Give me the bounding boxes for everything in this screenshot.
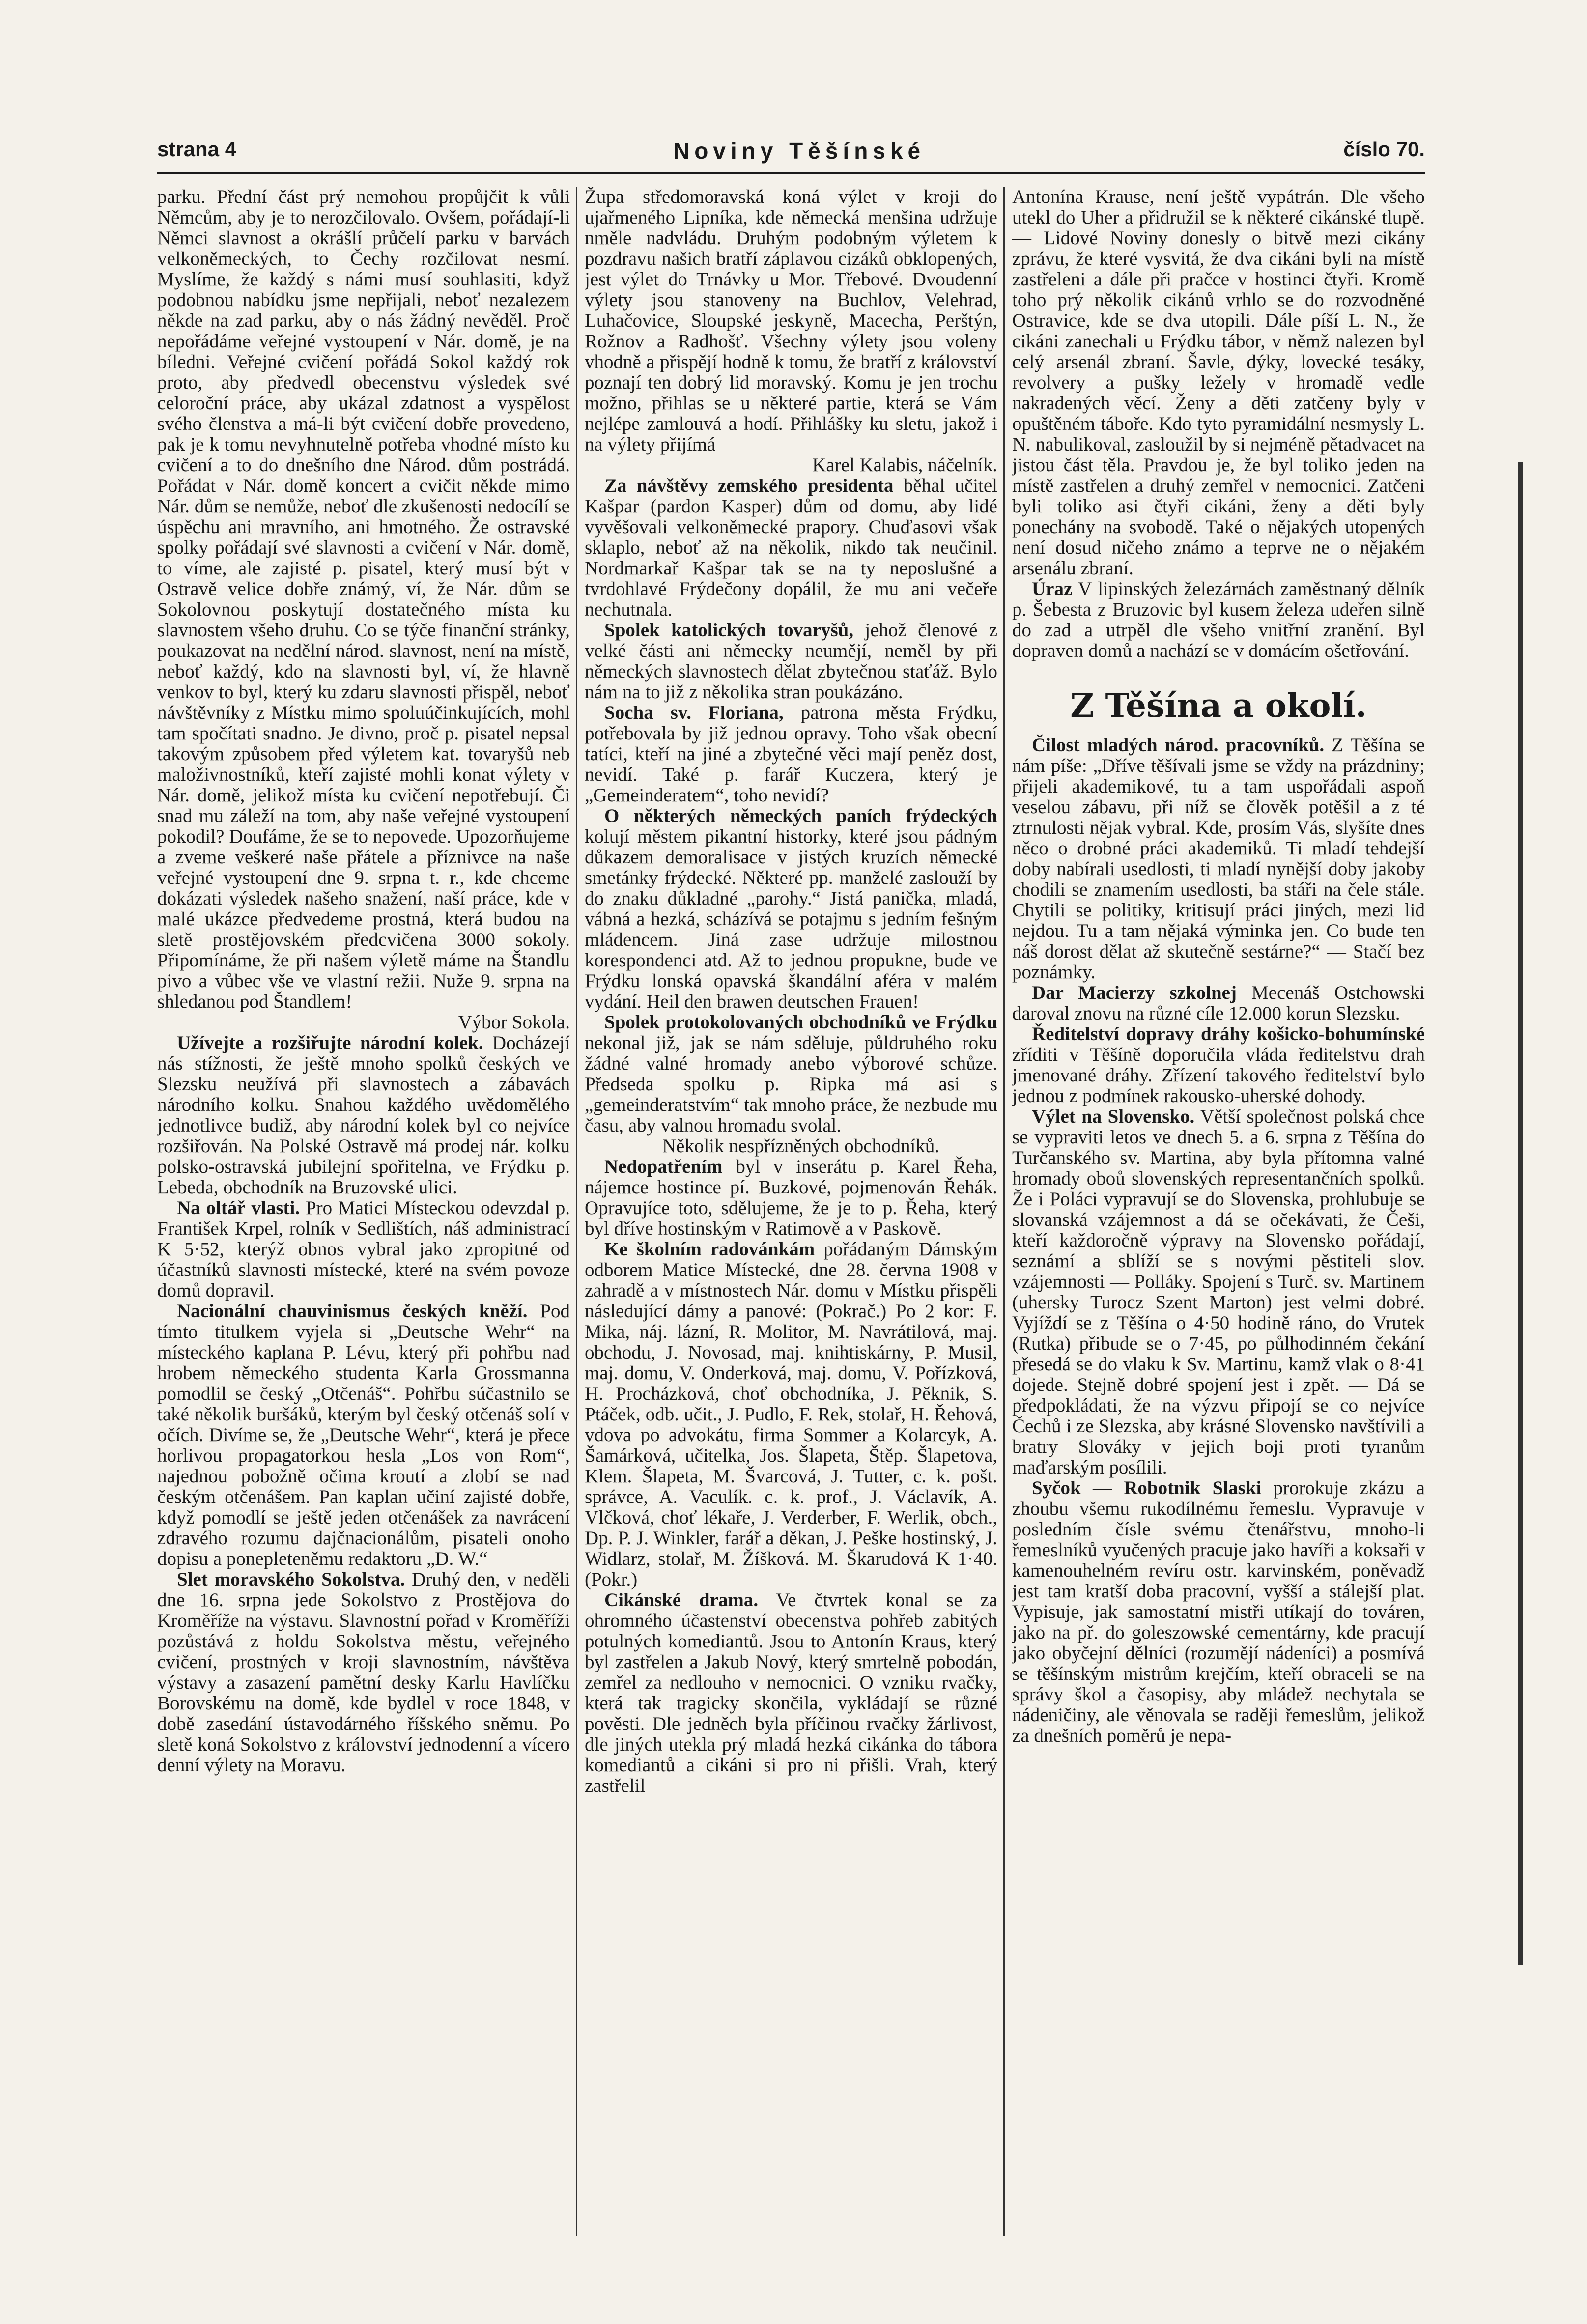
article: [585, 1239, 997, 1590]
article-signature: Výbor Sokola.: [458, 1012, 570, 1033]
article-text: Antonína Krause, není ještě vypátrán. Dle všeho utekl do Uher a přidružil se k některé cikánské tlupě. — Lidové Noviny donesly o bitvě mezi cikány zprávu, že které vysvitá, že dva cikáni byli na místě zastřeleni a dále při pračce v hostinci čtyři. Kromě toho prý několik cikánů vrhlo se do rozvodněné Ostravice, kde se dva utopili. Dále píší L. N., že cikáni zanechali u Frýdku tábor, v němž nalezen byl celý arsenál zbraní. Šavle, dýky, lovecké tesáky, revolvery a pušky ležely v hromadě vedle nakradených věcí. Ženy a děti zatčeny byly v opuštěném táboře. Kdo tyto pyramidální nesmysly L. N. nabulikoval, zasloužil by si nejméně pětadvacet na jistou část těla. Pravdou je, že byl toliko jeden na místě zastřelen a druhý zemřel v nemocnici. Zatčeni byli toliko asi čtyři cikáni, ženy a děti byly ponechány na svobodě. Také o nějakých utopených není dosud ničeho známo a teprve ne o nějakém arsenálu zbraní.: [1012, 187, 1425, 579]
article: [585, 476, 997, 620]
article: [157, 1033, 570, 1198]
article-text: zříditi v Těšíně doporučila vláda ředitelstvu drah jmenované dráhy. Zřízení takového ředitelství bylo jednou z podmínek rakousko-uherské dohody.: [1012, 1044, 1425, 1106]
article-heading: Ředitelství dopravy dráhy košicko-bohumínské: [1032, 1023, 1425, 1045]
article: [157, 1198, 570, 1301]
article-text: Docházejí nás stížnosti, že ještě mnoho spolků českých ve Slezsku neužívá při slavnostech a zábavách národního kolku. Snahou každého uvědomělého jednotlivce budiž, aby národní kolek byl co nejvíce rozšiřován. Na Polské Ostravě má prodej nár. kolku polsko-ostravská jubilejní spořitelna, ve Frýdku p. Lebeda, obchodník na Bruzovské ulici.: [157, 1032, 570, 1198]
article-text: V lipinských železárnách zaměstnaný dělník p. Šebesta z Bruzovic byl kusem železa udeřen silně do zad a utrpěl dle všeho vnitřní zranění. Byl dopraven domů a nachází se v domácím ošetřování.: [1012, 578, 1425, 661]
article-text: běhal učitel Kašpar (pardon Kasper) dům od domu, aby lidé vyvěšovali velkoněmecké prapory. Chuďasovi však sklaplo, neboť až na několik, nikdo tak neučinil. Nordmarkař Kašpar tak se na ty neposlušné a tvrdohlavé Frýdečony dopálil, že mu ani večeře nechutnala.: [585, 475, 997, 620]
article-text: parku. Přední část prý nemohou propůjčit k vůli Němcům, aby je to nerozčilovalo. Ovšem, pořádají-li Němci slavnost a okrášlí průčelí parku v barvách velkoněmeckých, to Čechy rozčilovat nesmí. Myslíme, že každý s námi musí souhlasiti, když podobnou nabídku jsme nepřijali, neboť nezalezem někde na zad parku, aby o nás žádný nevěděl. Proč nepořádáme veřejné vystoupení v Nár. domě, je na bíledni. Veřejné cvičení pořádá Sokol každý rok proto, aby předvedl obecenstvu výsledek své celoroční práce, aby ukázal zdatnost a vyspělost svého členstva a má-li být cvičení dobře provedeno, pak je k tomu nevyhnutelně potřeba vhodné místo ku cvičení a to do dnešního dne Národ. dům postrádá. Pořádat v Nár. domě koncert a cvičit někde mimo Nár. dům se nemůže, neboť dle zkušenosti nedocílí se úspěchu ani mravního, ani hmotného. Že ostravské spolky pořádají své slavnosti a cvičení v Nár. domě, to víme, ale zajisté p. pisatel, který musí být v Ostravě velice dobře známý, ví, že Nár. dům se Sokolovnou poskytují dostatečného místa ku slavnostem všeho druhu. Co se týče finanční stránky, poukazovat na nedělní národ. slavnost, není na místě, neboť každý, kdo na slavnosti byl, ví, že hlavně venkov to byl, který ku zdaru slavnosti přispěl, neboť návštěvníky z Místku mimo spoluúčinkujících, mohl tam spočítati snadno. Je divno, proč p. pisatel nepsal takovým způsobem před výletem kat. tovaryšů neb maloživnostníků, kteří zajisté mohli konat výlety v Nár. domě, jelikož místa ku cvičení nepotřebují. Či snad mu záleží na tom, aby naše veřejné vystoupení pokodil? Doufáme, že se to nepovede. Upozorňujeme a zveme veškeré naše přátele a příznivce na naše veřejné vystoupení dne 9. srpna t. r., kde chceme dokázati výsledek našeho snažení, naší práce, kde v malé ukázce předvedeme prostná, která budou na sletě prostějovském předcvičena 3000 sokoly. Připomínáme, že při našem výletě máme na Štandlu pivo a vůbec vše ve vlastní režii. Nuže 9. srpna na shledanou pod Štandlem!: [157, 187, 570, 1012]
article-heading: O některých německých paních frýdeckých: [604, 805, 997, 826]
header-rule: [157, 172, 1425, 174]
article-heading: Slet moravského Sokolstva.: [177, 1569, 405, 1590]
article-heading: Dar Macierzy szkolnej: [1032, 982, 1237, 1003]
article-text: Ve čtvrtek konal se za ohromného účastenství obecenstva pohřeb zabitých potulných komediantů. Jsou to Antonín Kraus, který byl zastřelen a Jakub Nový, který smrtelně pobodán, zemřel za nedlouho v nemocnici. O vzniku rvačky, která tak tragicky skončila, vykládají se různé pověsti. Dle jedněch byla příčinou rvačky žárlivost, dle jiných utekla prý mladá hezká cikánka do tábora komediantů a cikáni si pro ni přišli. Vrah, který zastřelil: [585, 1589, 997, 1796]
article-heading: Nedopatřením: [604, 1156, 723, 1177]
article-text: Druhý den, v neděli dne 16. srpna jede Sokolstvo z Prostějova do Kroměříže na výstavu. Slavnostní pořad v Kroměříži pozůstává z holdu Sokolstva městu, veřejného cvičení, prostných v kroji slavnostním, návštěva výstavy a zasazení pamětní desky Karlu Havlíčku Borovskému na domě, kde bydlel v roce 1848, v době zasedání ústavodárného říšského sněmu. Po sletě koná Sokolstvo z království jednodenní a vícero denní výlety na Moravu.: [157, 1569, 570, 1776]
column-3: [1012, 187, 1425, 2231]
article: [157, 1301, 570, 1569]
article-heading: Ke školním radovánkám: [604, 1239, 815, 1260]
article-signature: Několik nespřízněných obchodníků.: [662, 1135, 940, 1157]
article: [585, 1157, 997, 1239]
article-text: byl v inserátu p. Karel Řeha, nájemce hostince pí. Buzkové, pojmenován Řehák. Opravujíce toto, sdělujeme, že je to p. Řeha, který byl dříve hostinským v Ratimově a v Paskově.: [585, 1156, 997, 1239]
article: [585, 1590, 997, 1796]
article: [1012, 1106, 1425, 1478]
article-heading: Spolek protokolovaných obchodníků ve Frýdku: [604, 1012, 997, 1033]
article: [585, 806, 997, 1012]
article-heading: Nacionální chauvinismus českých kněží.: [177, 1301, 528, 1322]
column-2: [585, 187, 997, 2231]
article-text: Větší společnost polská chce se vypraviti letos ve dnech 5. a 6. srpna z Těšína do Turčanského sv. Martina, aby byla přítomna valné hromady oboů slovenských representančních spolků. Že i Poláci vypravují se do Slovenska, prohlubuje se slovanská vzájemnost a dá se očekávati, že Češi, kteří každoročně výpravy na Slovensko pořádají, seznámí a sblíží se s novými pěstiteli slov. vzájemnosti — Polláky. Spojení s Turč. sv. Martinem (uhersky Turocz Szent Marton) jest velmi dobré. Vyjíždí se z Těšína o 4·50 hodině ráno, do Vrutek (Rutka) přibude se o 7·45, po půlhodinném čekání přesedá se do vlaku k Sv. Martinu, kamž vlak o 8·41 dojede. Stejně dobré spojení jest i zpět. — Dá se předpokládati, že na výzvu připojí se co nejvíce Čechů i ze Slezska, aby krásné Slovensko navštívili a bratry Slováky v jejich boji proti tyranům maďarským posílili.: [1012, 1106, 1425, 1478]
column-divider-2: [1003, 187, 1005, 2236]
page-header: [157, 133, 1425, 167]
article-text: Župa středomoravská koná výlet v kroji do ujařmeného Lipníka, kde německá menšina udržuje nměle nadvládu. Druhým podobným výletem k pozdravu našich bratří záplavou cizáků obklopených, jest výlet do Trnávky u Mor. Třebové. Dvoudenní výlety jsou stanoveny na Buchlov, Velehrad, Luhačovice, Sloupské jeskyně, Macecha, Perštýn, Rožnov a Radhošť. Všechny výlety jsou voleny vhodně a přispějí hodně k tomu, že bratří z království poznají ten dobrý lid moravský. Komu je jen trochu možno, přihlas se u některé partie, která se Vám nejlépe zamlouvá a hodí. Přihlášky ku sletu, jakož i na výlety přijímá: [585, 187, 997, 455]
article-text: jehož členové z velké části ani německy neumějí, neměl by při německých slavnostech dělat zbytečnou staťáž. Bylo nám na to již z několika stran poukázáno.: [585, 620, 997, 703]
article-text: Mecenáš Ostchowski daroval znovu na různé cíle 12.000 korun Slezsku.: [1012, 982, 1425, 1024]
article-heading: Spolek katolických tovaryšů,: [604, 620, 854, 641]
article-heading: Výlet na Slovensko.: [1032, 1106, 1195, 1127]
article: [1012, 983, 1425, 1024]
article-text: prorokuje zkázu a zhoubu všemu rukodílnému řemeslu. Vypravuje v posledním čísle svému čtenářstvu, mnoho-li řemeslníků vyučených pracuje jako havíři a koksaři v kamenouhelném revíru ostr. karvinském, poněvadž jest tam kratší doba pracovní, vyšší a stálejší plat. Vypisuje, jak samostatní mistři utíkají do továren, jako na př. do goleszowské cementárny, kde pracují jako obyčejní dělníci (rozumějí nádeníci) a posmívá se těšínským mistrům krejčím, kteří obraceli se na správy škol a časopisy, aby mládež nechytala se nádeničiny, ale věnovala se raději řemeslům, jelikož za dnešních poměrů je nepa-: [1012, 1477, 1425, 1746]
article: [1012, 1478, 1425, 1746]
column-1: [157, 187, 570, 2231]
article-text: pořádaným Dámským odborem Matice Místecké, dne 28. června 1908 v zahradě a v místnostech Nár. domu v Místku přispěli následující dámy a panové: (Pokrač.) Po 2 kor: F. Mika, náj. lázní, R. Molitor, M. Navrátilová, maj. obchodu, J. Novosad, maj. knihtiskárny, P. Musil, maj. domu, V. Onderková, maj. domu, V. Pořízková, H. Procházková, choť obchodníka, J. Pěknik, S. Ptáček, odb. učit., J. Pudlo, F. Rek, stolař, H. Řehová, vdova po advokátu, firma Sommer a Kolarcyk, A. Šamárková, učitelka, Jos. Šlapeta, Štěp. Šlapetova, Klem. Šlapeta, M. Švarcová, J. Tutter, c. k. pošt. správce, A. Vaculík. c. k. prof., J. Václavík, A. Vlčková, choť lékaře, J. Verderber, F. Werlik, obch., Dp. P. J. Winkler, farář a děkan, J. Peške hostinský, J. Widlarz, stolař, M. Žíšková. M. Škarudová K 1·40. (Pokr.): [585, 1239, 997, 1590]
article-heading: Čilost mladých národ. pracovníků.: [1032, 735, 1325, 756]
article-text: Pro Matici Místeckou odevzdal p. František Krpel, rolník v Sedlištích, náš administrací K 5·52, kterýž obnos vybral jako zpropitné od účastníků slavnosti místecké, které na svém povoze domů dopravil.: [157, 1197, 570, 1301]
article: [585, 1012, 997, 1136]
article: [585, 703, 997, 806]
newspaper-title: Noviny Těšínské: [673, 138, 926, 164]
article-text: nekonal již, jak se nám sděluje, půldruhého roku žádné valné hromady anebo výborové schůze. Předseda spolku p. Ripka má asi s „gemeinderatstvím“ tak mnoho práce, že nezbude mu času, aby valnou hromadu svolal.: [585, 1032, 997, 1136]
article-text: Pod tímto titulkem vyjela si „Deutsche Wehr“ na místeckého kaplana P. Lévu, který při pohřbu nad hrobem německého studenta Karla Grossmanna pomodlil se český „Otčenáš“. Pohřbu súčastnilo se také několik buršáků, kterým byl český otčenáš solí v očích. Divíme se, že „Deutsche Wehr“, která je přece horlivou propagatorkou hesla „Los von Rom“, najednou pobožně očima kroutí a zlobí se nad českým otčenášem. Pan kaplan učiní zajisté dobře, když pomodlí se ještě jeden otčenášek za navrácení zdravého rozumu dajčnacionálům, pisateli onoho dopisu a ponepleteněmu redaktoru „D. W.“: [157, 1301, 570, 1569]
article-heading: Socha sv. Floriana,: [604, 702, 784, 723]
article-heading: Na oltář vlasti.: [177, 1197, 300, 1219]
article-heading: Cikánské drama.: [604, 1589, 759, 1611]
page-number: strana 4: [157, 138, 237, 161]
article-heading: Užívejte a rozšiřujte národní kolek.: [177, 1032, 483, 1053]
margin-bar: [1518, 462, 1523, 1965]
article: [1012, 735, 1425, 983]
article: [585, 620, 997, 703]
article-text: kolují městem pikantní historky, které jsou pádným důkazem demoralisace v jistých kruzích německé smetánky frýdecké. Některé pp. manželé zaslouží by do znaku důkladné „parohy.“ Jistá panička, mladá, vábná a hezká, scházívá se potajmu s jedním fešným mládencem. Jiná zase udržuje milostnou korespondenci atd. Až to jednou propukne, bude ve Frýdku lonská opavská škandální aféra v malém vydání. Heil den brawen deutschen Frauen!: [585, 826, 997, 1012]
article-text: Z Těšína se nám píše: „Dříve těšívali jsme se vždy na prázdniny; přijeli akademikové, tu a tam uspořádali aspoň veselou zábavu, při níž se člověk potěšil a z té ztrnulosti nějak vybral. Kde, prosím Vás, slyšíte dnes něco o drobné práci akademiků. Ti mladí tehdejší doby nabírali usedlosti, ti mladí nynější doby jakoby chodili se znamením usedlosti, ba stáři na čele stále. Chytili se politiky, kritisují práci jiných, mezi lid nejdou. Tu a tam nějaká výminka jen. Co bude ten náš dorost dělat až skutečně sestárne?“ — Stačí bez poznámky.: [1012, 735, 1425, 983]
article-heading: Úraz: [1032, 578, 1073, 599]
article-signature: Karel Kalabis, náčelník.: [812, 454, 997, 476]
article-text: patrona města Frýdku, potřebovala by již jednou opravy. Toho však obecní tatíci, kteří na jiné a zbytečné věci mají peněz dost, nevidí. Také p. farář Kuczera, který je „Gemeinderatem“, toho nevidí?: [585, 702, 997, 806]
issue-number: číslo 70.: [1343, 138, 1425, 161]
article-heading: Za návštěvy zemského presidenta: [604, 475, 894, 496]
article: [157, 1569, 570, 1776]
article: [1012, 1024, 1425, 1106]
column-divider-1: [576, 187, 577, 2236]
section-heading: Z Těšína a okolí.: [1070, 686, 1367, 725]
article: [1012, 579, 1425, 661]
article-heading: Syčok — Robotnik Slaski: [1032, 1477, 1262, 1499]
